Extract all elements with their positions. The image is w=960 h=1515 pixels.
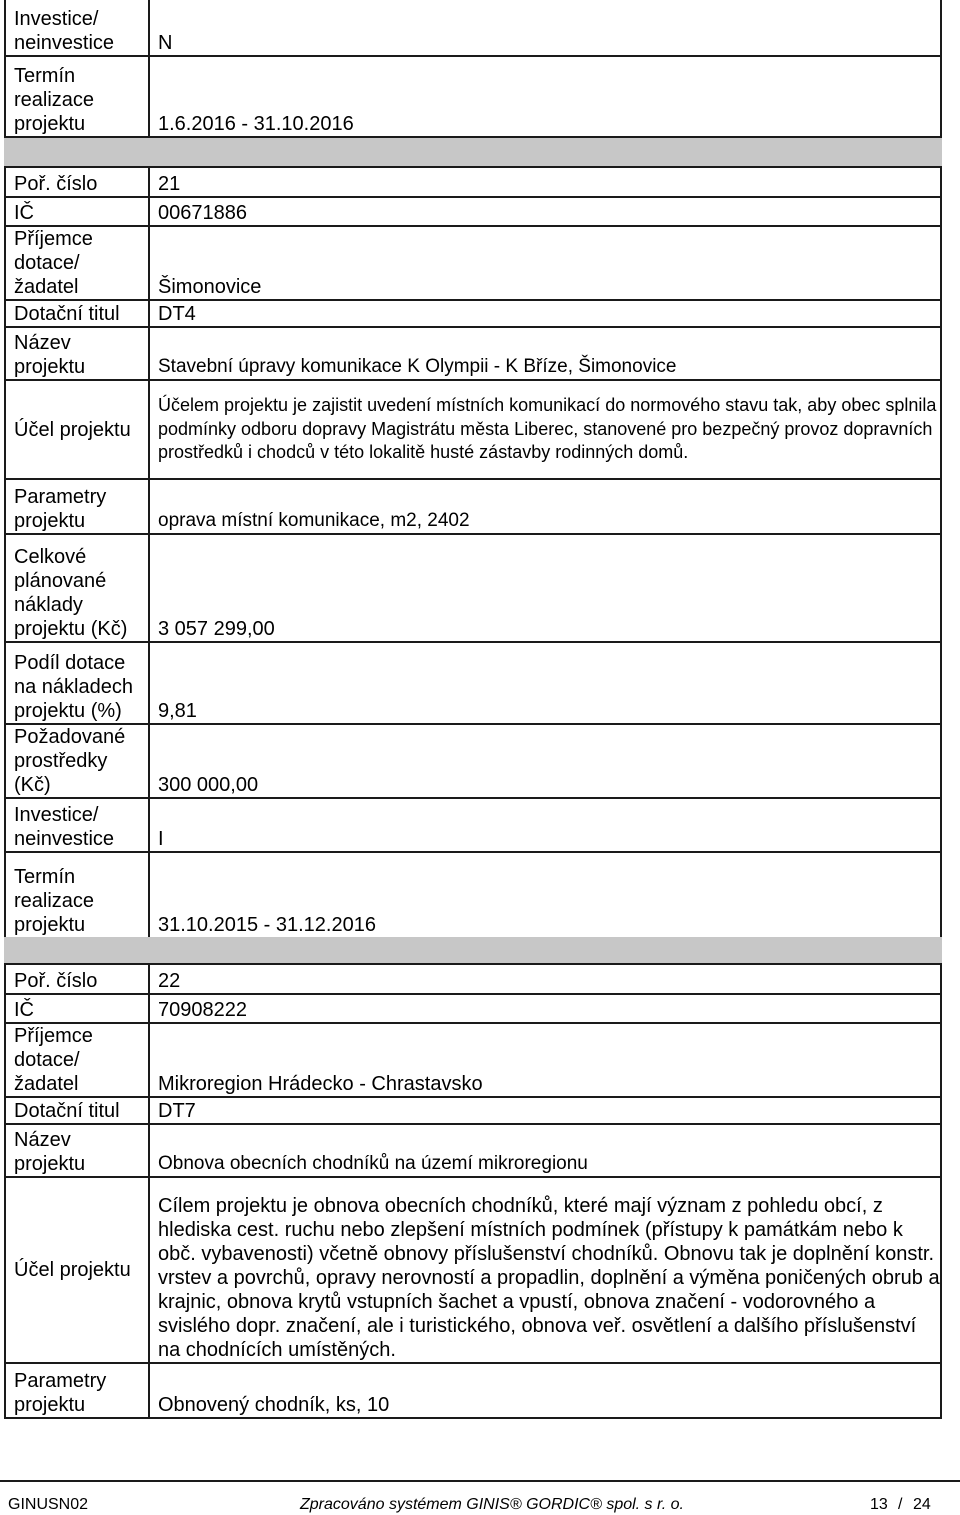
- table-row: [5, 1177, 941, 1363]
- row-value: 70908222: [149, 994, 941, 1023]
- row-label: Parametry projektu: [5, 1363, 149, 1418]
- table-row: [5, 300, 941, 327]
- row-label: Termín realizace projektu: [5, 852, 149, 938]
- table-row: [5, 642, 941, 724]
- footer-page-number: 13: [870, 1496, 888, 1513]
- row-label: Termín realizace projektu: [5, 56, 149, 137]
- row-value: N: [149, 0, 941, 56]
- table-row: [5, 1023, 941, 1097]
- row-label: IČ: [5, 197, 149, 226]
- row-label: Investice/ neinvestice: [5, 798, 149, 852]
- row-label: Požadované prostředky (Kč): [5, 724, 149, 798]
- footer-page-total: 24: [913, 1496, 931, 1513]
- section-separator: [4, 937, 942, 963]
- row-value: DT4: [149, 300, 941, 327]
- row-label: Celkové plánované náklady projektu (Kč): [5, 534, 149, 642]
- table-row: [5, 167, 941, 197]
- row-value: 1.6.2016 - 31.10.2016: [149, 56, 941, 137]
- table-row: [5, 197, 941, 226]
- row-value: Cílem projektu je obnova obecních chodníků, které mají význam z pohledu obcí, z hlediska cest. ruchu nebo zlepšení místních podmínek (přístupy k památkám nebo k obč. vybavenosti) včetně obnovy příslušenství chodníků. Obnovu tak je doplnění konstr. vrstev a povrchů, opravy nerovností a propadlin, doplnění a výměna poničených obrub a krajnic, obnova krytů vstupních šachet a vpustí, obnova značení - vodorovného a svislého dopr. značení, ale i turistického, obnova veř. osvětlení a dalšího příslušenství na chodnících umístěných.: [149, 1177, 941, 1363]
- row-label: Poř. číslo: [5, 167, 149, 197]
- table-row: [5, 1097, 941, 1124]
- row-value: 22: [149, 964, 941, 994]
- footer-code: GINUSN02: [8, 1496, 89, 1513]
- row-value: oprava místní komunikace, m2, 2402: [149, 479, 941, 534]
- row-value: Účelem projektu je zajistit uvedení místních komunikací do normového stavu tak, aby obec splnila podmínky odboru dopravy Magistrátu města Liberec, stanovené pro bezpečný provoz dopravních prostředků i chodců v této lokalitě husté zástavby rodinných domů.: [149, 380, 941, 479]
- table-row: [5, 327, 941, 380]
- row-label: Dotační titul: [5, 300, 149, 327]
- row-value: 21: [149, 167, 941, 197]
- project-table-22: [4, 963, 942, 1419]
- row-value: 31.10.2015 - 31.12.2016: [149, 852, 941, 938]
- table-row: [5, 852, 941, 938]
- row-label: Parametry projektu: [5, 479, 149, 534]
- row-label: Název projektu: [5, 1124, 149, 1177]
- table-row: [5, 534, 941, 642]
- table-row: [5, 798, 941, 852]
- row-value: I: [149, 798, 941, 852]
- row-value: Stavební úpravy komunikace K Olympii - K Bříze, Šimonovice: [149, 327, 941, 380]
- footer-page-separator: /: [898, 1496, 903, 1513]
- table-row: [5, 56, 941, 137]
- row-label: Podíl dotace na nákladech projektu (%): [5, 642, 149, 724]
- table-row: [5, 724, 941, 798]
- row-value: Obnova obecních chodníků na území mikroregionu: [149, 1124, 941, 1177]
- footer-processed-by: Zpracováno systémem GINIS® GORDIC® spol. s r. o.: [300, 1496, 684, 1513]
- project-table-21: [4, 166, 942, 939]
- table-row: [5, 964, 941, 994]
- row-value: Obnovený chodník, ks, 10: [149, 1363, 941, 1418]
- row-label: Název projektu: [5, 327, 149, 380]
- row-label: Investice/ neinvestice: [5, 0, 149, 56]
- row-label: Příjemce dotace/ žadatel: [5, 1023, 149, 1097]
- row-value: 9,81: [149, 642, 941, 724]
- table-row: [5, 994, 941, 1023]
- project-table-top: [4, 0, 942, 138]
- table-row: [5, 1124, 941, 1177]
- row-label: Poř. číslo: [5, 964, 149, 994]
- row-label: Dotační titul: [5, 1097, 149, 1124]
- row-value: DT7: [149, 1097, 941, 1124]
- row-label: IČ: [5, 994, 149, 1023]
- table-row: [5, 380, 941, 479]
- row-value: Mikroregion Hrádecko - Chrastavsko: [149, 1023, 941, 1097]
- row-label: Příjemce dotace/ žadatel: [5, 226, 149, 300]
- table-row: [5, 0, 941, 56]
- table-row: [5, 226, 941, 300]
- page-footer: [0, 1480, 960, 1515]
- section-separator: [4, 138, 942, 166]
- row-value: Šimonovice: [149, 226, 941, 300]
- table-row: [5, 479, 941, 534]
- row-value: 300 000,00: [149, 724, 941, 798]
- row-value: 3 057 299,00: [149, 534, 941, 642]
- row-label: Účel projektu: [5, 1177, 149, 1363]
- row-label: Účel projektu: [5, 380, 149, 479]
- row-value: 00671886: [149, 197, 941, 226]
- table-row: [5, 1363, 941, 1418]
